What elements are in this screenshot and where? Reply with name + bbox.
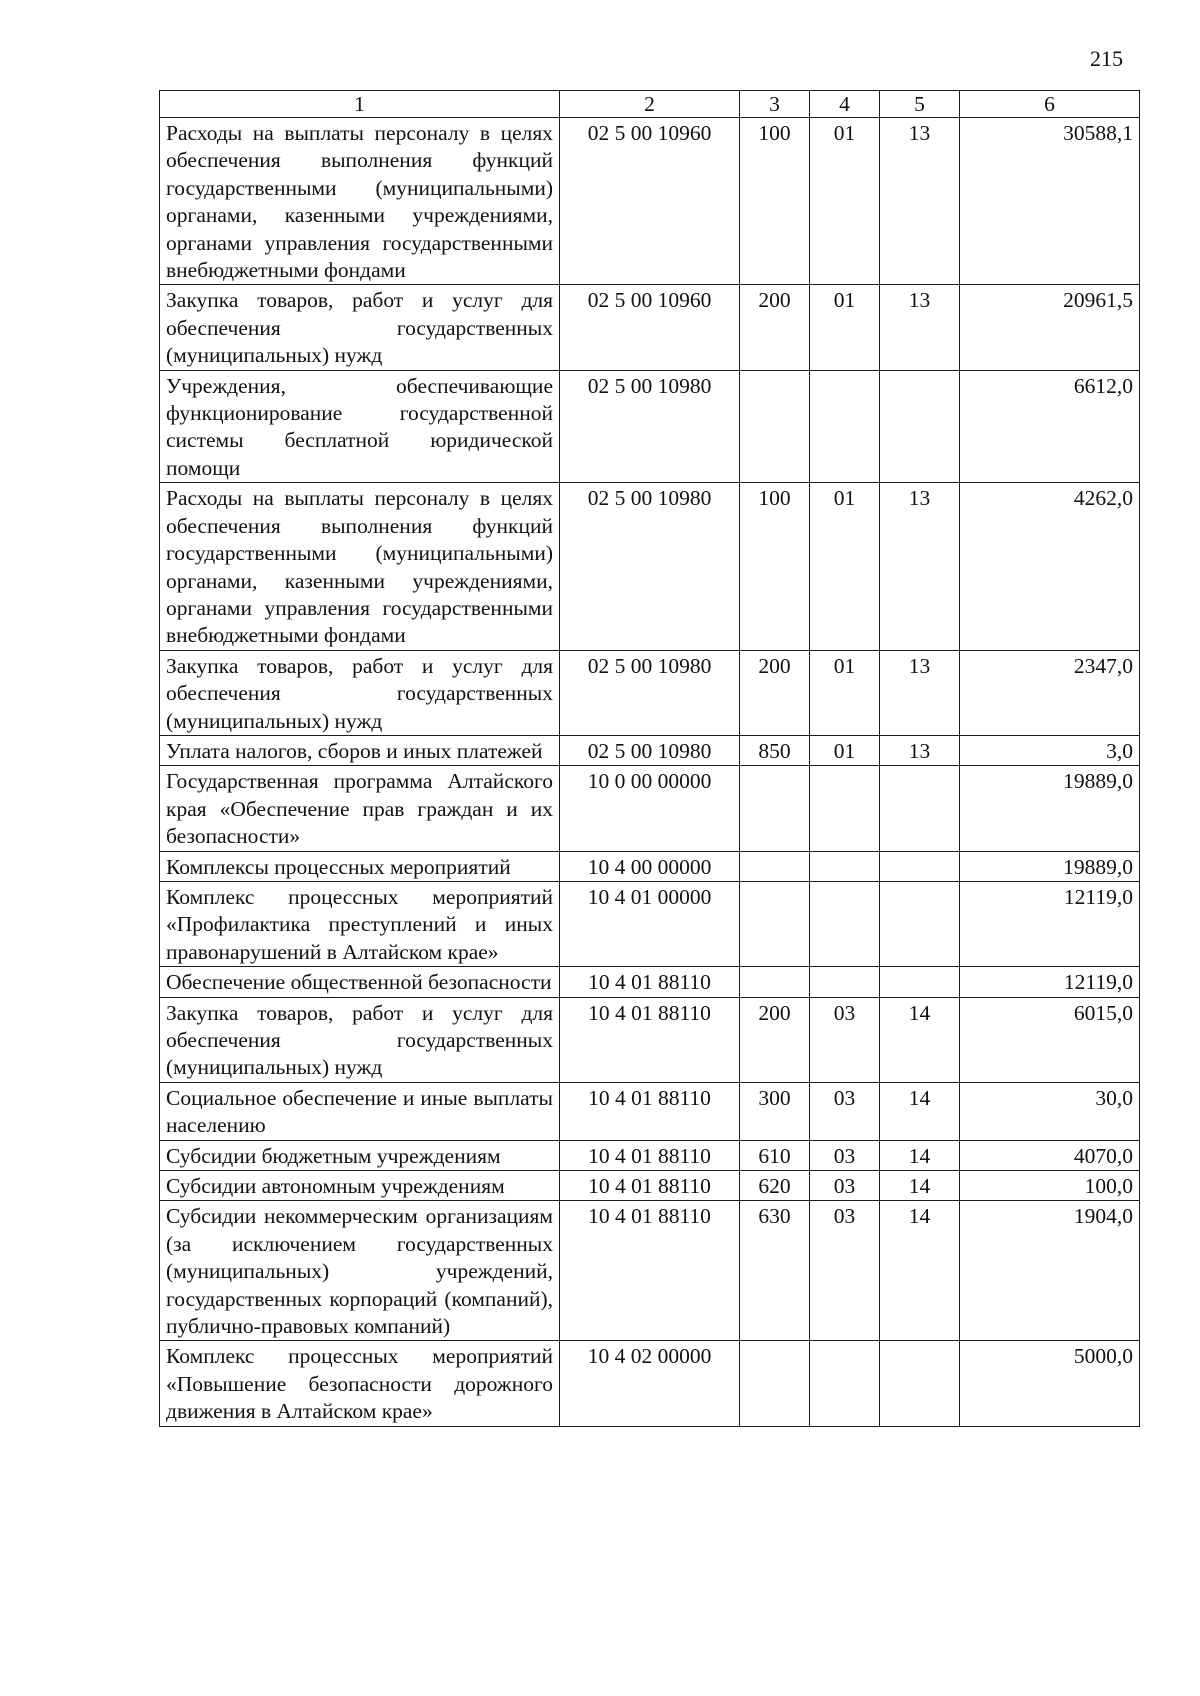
row-expense-type-cell	[740, 766, 810, 851]
row-name-cell: Социальное обеспечение и иные выплаты населению	[160, 1082, 560, 1140]
row-expense-type-cell: 610	[740, 1140, 810, 1170]
row-subsection-cell: 14	[880, 1201, 960, 1341]
row-amount-cell: 12119,0	[960, 967, 1140, 997]
row-subsection-cell: 13	[880, 118, 960, 285]
row-name-cell: Субсидии некоммерческим организациям (за исключением государственных (муниципальных) учреждений, государственных корпораций (компаний), публично-правовых компаний)	[160, 1201, 560, 1341]
row-section-cell	[810, 370, 880, 483]
row-name-cell: Закупка товаров, работ и услуг для обеспечения государственных (муниципальных) нужд	[160, 997, 560, 1082]
row-amount-cell: 4070,0	[960, 1140, 1140, 1170]
page-number: 215	[1090, 46, 1123, 71]
row-expense-type-cell	[740, 1341, 810, 1426]
table-row	[160, 483, 1140, 650]
row-amount-cell: 19889,0	[960, 766, 1140, 851]
budget-table	[159, 90, 1140, 1427]
row-code-cell: 10 4 01 00000	[560, 881, 740, 966]
row-expense-type-cell: 200	[740, 650, 810, 735]
table-row	[160, 735, 1140, 765]
row-amount-cell: 30,0	[960, 1082, 1140, 1140]
table-row	[160, 1082, 1140, 1140]
row-subsection-cell	[880, 881, 960, 966]
table-row	[160, 967, 1140, 997]
row-amount-cell: 6015,0	[960, 997, 1140, 1082]
row-section-cell	[810, 967, 880, 997]
row-code-cell: 10 0 00 00000	[560, 766, 740, 851]
row-amount-cell: 12119,0	[960, 881, 1140, 966]
row-expense-type-cell: 850	[740, 735, 810, 765]
row-subsection-cell: 13	[880, 483, 960, 650]
row-amount-cell: 1904,0	[960, 1201, 1140, 1341]
header-cell: 3	[740, 91, 810, 118]
table-row	[160, 851, 1140, 881]
table-row	[160, 370, 1140, 483]
row-amount-cell: 6612,0	[960, 370, 1140, 483]
row-amount-cell: 100,0	[960, 1171, 1140, 1201]
row-subsection-cell: 13	[880, 285, 960, 370]
row-subsection-cell	[880, 766, 960, 851]
row-subsection-cell: 13	[880, 650, 960, 735]
row-section-cell: 01	[810, 650, 880, 735]
row-amount-cell: 20961,5	[960, 285, 1140, 370]
row-code-cell: 10 4 01 88110	[560, 967, 740, 997]
row-code-cell: 10 4 01 88110	[560, 1201, 740, 1341]
table-row	[160, 650, 1140, 735]
row-subsection-cell: 14	[880, 1171, 960, 1201]
row-expense-type-cell: 630	[740, 1201, 810, 1341]
row-code-cell: 02 5 00 10980	[560, 483, 740, 650]
row-expense-type-cell: 200	[740, 285, 810, 370]
row-name-cell: Учреждения, обеспечивающие функционирование государственной системы бесплатной юридической помощи	[160, 370, 560, 483]
row-section-cell	[810, 851, 880, 881]
row-code-cell: 02 5 00 10980	[560, 735, 740, 765]
row-section-cell: 01	[810, 118, 880, 285]
row-section-cell	[810, 1341, 880, 1426]
table-row	[160, 997, 1140, 1082]
row-expense-type-cell: 100	[740, 483, 810, 650]
row-section-cell	[810, 766, 880, 851]
row-expense-type-cell	[740, 370, 810, 483]
row-section-cell: 03	[810, 1171, 880, 1201]
row-code-cell: 10 4 01 88110	[560, 997, 740, 1082]
row-code-cell: 02 5 00 10980	[560, 650, 740, 735]
row-expense-type-cell: 200	[740, 997, 810, 1082]
row-subsection-cell	[880, 370, 960, 483]
row-subsection-cell	[880, 851, 960, 881]
header-row	[160, 91, 1140, 118]
row-amount-cell: 2347,0	[960, 650, 1140, 735]
row-code-cell: 10 4 01 88110	[560, 1140, 740, 1170]
row-code-cell: 10 4 01 88110	[560, 1082, 740, 1140]
row-name-cell: Субсидии бюджетным учреждениям	[160, 1140, 560, 1170]
row-amount-cell: 19889,0	[960, 851, 1140, 881]
row-section-cell: 01	[810, 285, 880, 370]
table-row	[160, 1140, 1140, 1170]
row-name-cell: Закупка товаров, работ и услуг для обеспечения государственных (муниципальных) нужд	[160, 650, 560, 735]
row-name-cell: Государственная программа Алтайского края «Обеспечение прав граждан и их безопасности»	[160, 766, 560, 851]
row-name-cell: Обеспечение общественной безопасности	[160, 967, 560, 997]
row-subsection-cell: 14	[880, 997, 960, 1082]
row-subsection-cell: 13	[880, 735, 960, 765]
row-subsection-cell: 14	[880, 1140, 960, 1170]
row-code-cell: 02 5 00 10960	[560, 118, 740, 285]
row-section-cell: 03	[810, 1082, 880, 1140]
table-row	[160, 285, 1140, 370]
row-amount-cell: 3,0	[960, 735, 1140, 765]
row-subsection-cell	[880, 967, 960, 997]
row-section-cell: 03	[810, 1140, 880, 1170]
table-row	[160, 1341, 1140, 1426]
row-name-cell: Расходы на выплаты персоналу в целях обеспечения выполнения функций государственными (муниципальными) органами, казенными учреждениями, органами управления государственными внебюджетными фондами	[160, 483, 560, 650]
table-body	[160, 118, 1140, 1427]
row-expense-type-cell: 100	[740, 118, 810, 285]
table-row	[160, 881, 1140, 966]
row-code-cell: 02 5 00 10980	[560, 370, 740, 483]
row-section-cell: 03	[810, 1201, 880, 1341]
row-name-cell: Комплексы процессных мероприятий	[160, 851, 560, 881]
row-amount-cell: 30588,1	[960, 118, 1140, 285]
row-amount-cell: 5000,0	[960, 1341, 1140, 1426]
header-cell: 5	[880, 91, 960, 118]
row-expense-type-cell	[740, 851, 810, 881]
header-cell: 6	[960, 91, 1140, 118]
row-name-cell: Расходы на выплаты персоналу в целях обеспечения выполнения функций государственными (муниципальными) органами, казенными учреждениями, органами управления государственными внебюджетными фондами	[160, 118, 560, 285]
row-code-cell: 10 4 02 00000	[560, 1341, 740, 1426]
row-name-cell: Субсидии автономным учреждениям	[160, 1171, 560, 1201]
row-section-cell: 01	[810, 735, 880, 765]
row-section-cell: 01	[810, 483, 880, 650]
row-code-cell: 10 4 01 88110	[560, 1171, 740, 1201]
row-name-cell: Закупка товаров, работ и услуг для обеспечения государственных (муниципальных) нужд	[160, 285, 560, 370]
table-row	[160, 766, 1140, 851]
row-expense-type-cell: 620	[740, 1171, 810, 1201]
table-row	[160, 1201, 1140, 1341]
row-subsection-cell: 14	[880, 1082, 960, 1140]
row-expense-type-cell	[740, 881, 810, 966]
row-expense-type-cell	[740, 967, 810, 997]
row-section-cell: 03	[810, 997, 880, 1082]
row-code-cell: 10 4 00 00000	[560, 851, 740, 881]
table-row	[160, 118, 1140, 285]
row-amount-cell: 4262,0	[960, 483, 1140, 650]
row-expense-type-cell: 300	[740, 1082, 810, 1140]
header-cell: 4	[810, 91, 880, 118]
row-name-cell: Комплекс процессных мероприятий «Повышение безопасности дорожного движения в Алтайском крае»	[160, 1341, 560, 1426]
header-cell: 1	[160, 91, 560, 118]
row-subsection-cell	[880, 1341, 960, 1426]
row-name-cell: Комплекс процессных мероприятий «Профилактика преступлений и иных правонарушений в Алтайском крае»	[160, 881, 560, 966]
row-name-cell: Уплата налогов, сборов и иных платежей	[160, 735, 560, 765]
row-code-cell: 02 5 00 10960	[560, 285, 740, 370]
header-cell: 2	[560, 91, 740, 118]
row-section-cell	[810, 881, 880, 966]
table-row	[160, 1171, 1140, 1201]
